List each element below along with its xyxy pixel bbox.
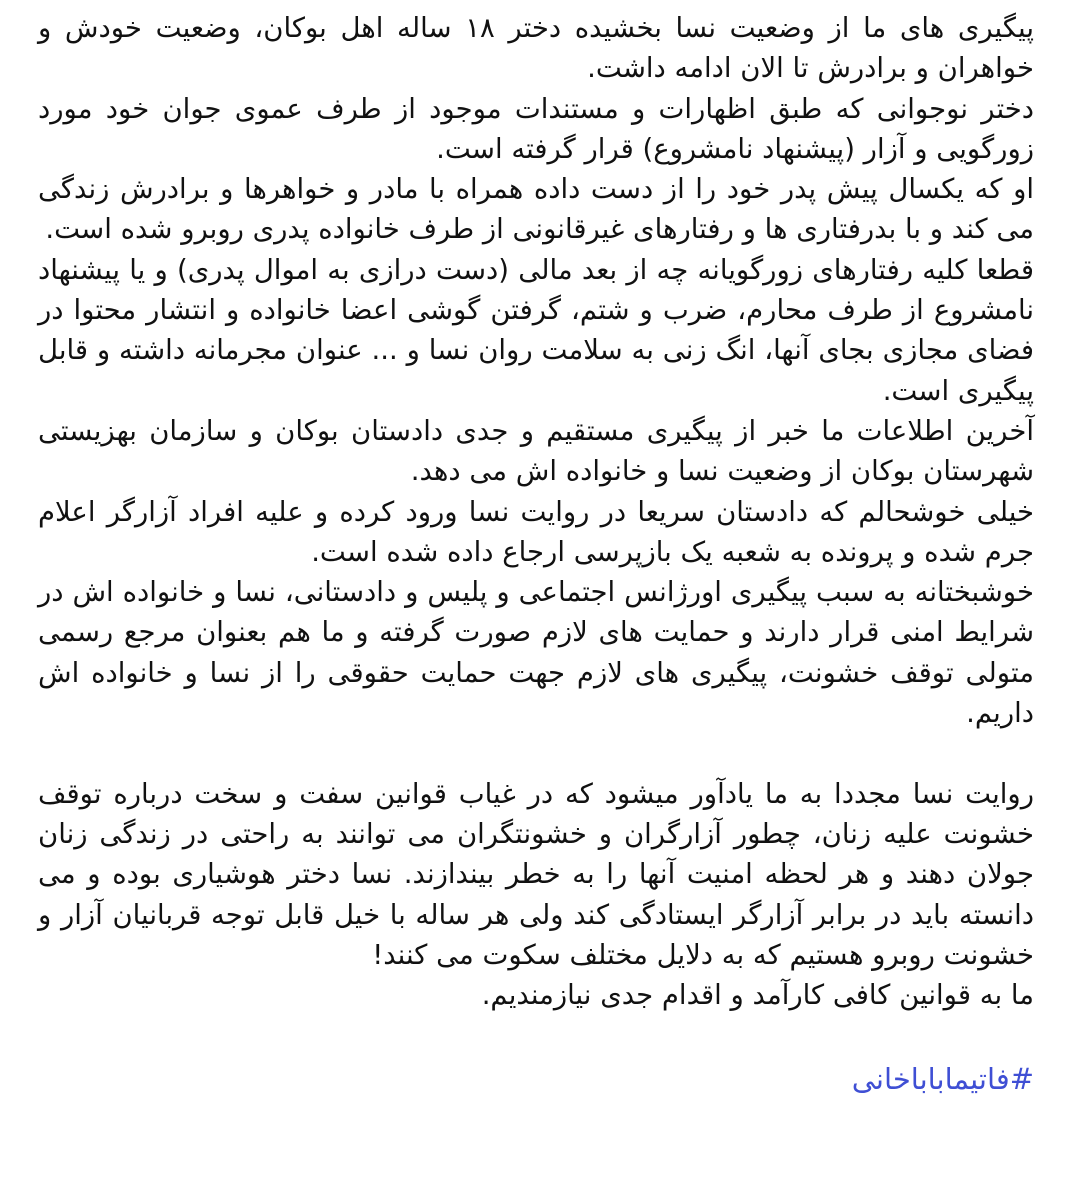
hashtag-link[interactable]: #فاتیمابابا‌خانی [851,1062,1034,1097]
paragraph-harassment: دختر نوجوانی که طبق اظهارات و مستندات موجود از طرف عموی جوان خود مورد زورگویی و آزار (پیشنهاد نامشروع) قرار گرفته است. [38,92,1034,165]
paragraph-gap [38,733,1034,773]
paragraph-gap [38,1015,1034,1059]
paragraph-family: او که یکسال پیش پدر خود را از دست داده همراه با مادر و خواهرها و برادرش زندگی می کند و با بدرفتاری ها و رفتارهای غیرقانونی از طرف خانواده پدری روبرو شده است. [38,173,1034,246]
post-body [38,8,1034,1099]
paragraph-prosecutor: خیلی خوشحالم که دادستان سریعا در روایت نسا ورود کرده و علیه افراد آزارگر اعلام جرم شده و پرونده به شعبه یک بازپرسی ارجاع داده شده است. [38,495,1034,568]
paragraph-latest-info: آخرین اطلاعات ما خبر از پیگیری مستقیم و جدی دادستان بوکان و سازمان بهزیستی شهرستان بوکان از وضعیت نسا و خانواده اش می دهد. [38,414,1034,488]
paragraph-status-update: پیگیری های ما از وضعیت نسا بخشیده دختر ۱۸ ساله اهل بوکان، وضعیت خودش و خواهران و برادرش تا الان ادامه داشت. [38,12,1034,85]
paragraph-safety: خوشبختانه به سبب پیگیری اورژانس اجتماعی و پلیس و دادستانی، نسا و خانواده اش در شرایط امنی قرار دارند و حمایت های لازم صورت گرفته و ما هم بعنوان مرجع رسمی متولی توقف خشونت، پیگیری های لازم جهت حمایت حقوقی را از نسا و خانواده اش داریم. [38,576,1034,730]
paragraph-reminder: روایت نسا مجددا به ما یادآور میشود که در غیاب قوانین سفت و سخت درباره توقف خشونت علیه زنان، چطور آزارگران و خشونتگران می توانند به راحتی در زندگی زنان جولان دهند و هر لحظه امنیت آنها را به خطر بیندازند. نسا دختر هوشیاری بوده و می دانسته باید در برابر آزارگر ایستادگی کند ولی هر ساله با خیل قابل توجه قربانیان آزار و خشونت روبرو هستیم که به دلایل مختلف سکوت می کنند! [38,777,1034,971]
paragraph-call-to-action: ما به قوانین کافی کارآمد و اقدام جدی نیازمندیم. [481,979,1034,1012]
paragraph-offenses: قطعا کلیه رفتارهای زورگویانه چه از بعد مالی (دست درازی به اموال پدری) و یا پیشنهاد نامشروع از طرف محارم، ضرب و شتم، گرفتن گوشی اعضا خانواده و انتشار محتوا در فضای مجازی بجای آنها، انگ زنی به سلامت روان نسا و ... عنوان مجرمانه داشته و قابل پیگیری است. [38,253,1034,407]
